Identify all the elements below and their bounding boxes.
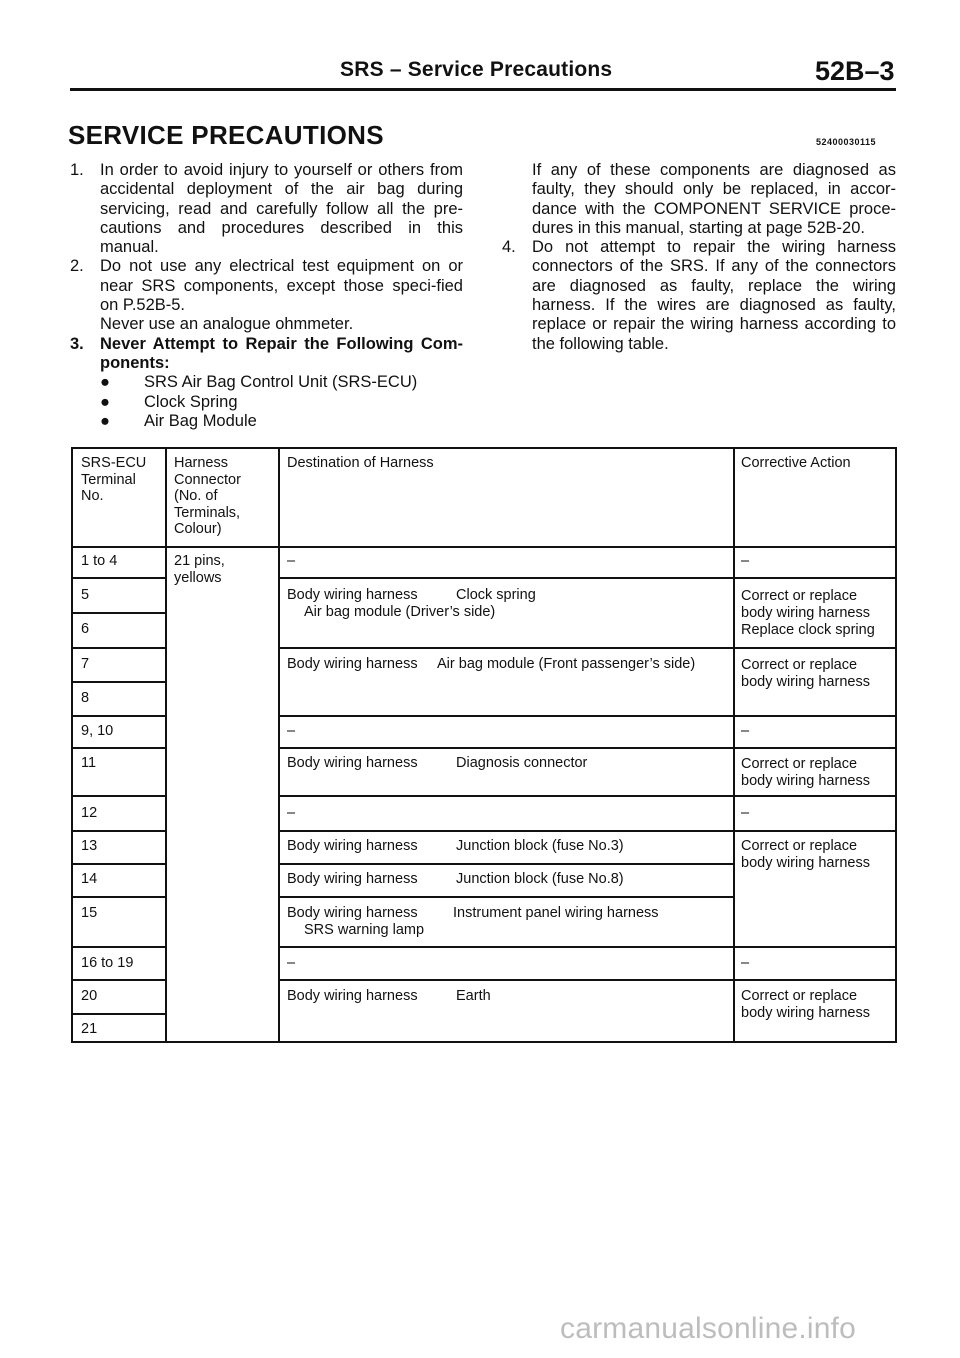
item-number: 2. [70, 257, 84, 276]
table-cell-destination: – [287, 955, 296, 971]
paragraph [502, 161, 896, 238]
item-text: Do not use any electrical test equipment on or near SRS components, except those speci-fied on P.52B-5. [100, 257, 463, 315]
table-cell-destination-target: Junction block (fuse No.3) [456, 838, 624, 854]
table-cell-action: Correct or replace body wiring harness [741, 756, 870, 789]
table-cell-terminal: 14 [81, 871, 98, 887]
column-divider [733, 449, 735, 1041]
table-cell-destination: Body wiring harness [287, 905, 418, 921]
table-cell-terminal: 12 [81, 805, 98, 821]
item-text: Do not attempt to repair the wiring harness connectors of the SRS. If any of the connectors are diagnosed as faulty, replace the wiring harness. If the wires are diagnosed as faulty, replace or repair the wiring harness according to the following table. [532, 238, 896, 353]
table-cell-destination-target: Earth [456, 988, 491, 1004]
table-cell-terminal: 15 [81, 905, 98, 921]
table-cell-action: Correct or replace body wiring harness [741, 588, 870, 621]
table-cell-destination-target: Diagnosis connector [456, 755, 588, 771]
header-divider [73, 546, 895, 548]
table-cell-action: Correct or replace body wiring harness [741, 988, 870, 1021]
list-item [502, 238, 896, 354]
section-code: 52400030115 [816, 137, 877, 147]
table-cell-action: Correct or replace body wiring harness [741, 657, 870, 690]
table-cell-terminal: 6 [81, 621, 90, 637]
list-item [70, 335, 463, 374]
table-cell-destination: – [287, 723, 296, 739]
table-cell-terminal: 16 to 19 [81, 955, 134, 971]
row-divider [73, 830, 165, 832]
row-divider [73, 795, 165, 797]
row-divider [278, 863, 733, 865]
table-cell-destination-target: Clock spring [456, 587, 536, 603]
row-divider [73, 681, 165, 683]
table-cell-terminal: 11 [81, 755, 97, 771]
row-divider [73, 715, 165, 717]
row-divider [278, 747, 895, 749]
row-divider [278, 647, 895, 649]
column-divider [165, 449, 167, 1041]
row-divider [278, 946, 895, 948]
row-divider [278, 979, 895, 981]
column-divider [278, 449, 280, 1041]
table-cell-terminal: 1 to 4 [81, 553, 118, 569]
table-cell-action: – [741, 805, 750, 821]
table-cell-terminal: 21 [81, 1021, 98, 1037]
row-divider [73, 946, 165, 948]
table-cell-action: – [741, 955, 750, 971]
bullet-icon: ● [100, 392, 110, 411]
running-header-title: SRS – Service Precautions [340, 58, 613, 81]
table-cell-destination: Body wiring harness [287, 838, 418, 854]
bullet-item [100, 373, 463, 392]
header-rule [70, 88, 896, 91]
table-cell-destination-target: Air bag module (Front passenger’s side) [437, 656, 696, 672]
item-number: 3. [70, 334, 84, 353]
header-terminal: SRS-ECU Terminal No. [81, 455, 147, 504]
table-cell-destination: Body wiring harness [287, 755, 418, 771]
table-cell-destination: Body wiring harness [287, 656, 418, 672]
bullet-item [100, 393, 463, 412]
row-divider [73, 647, 165, 649]
table-cell-action: Correct or replace body wiring harness [741, 838, 870, 871]
list-item [70, 161, 463, 257]
row-divider [278, 715, 895, 717]
row-divider [73, 612, 165, 614]
bullet-icon: ● [100, 411, 110, 430]
connector-value: 21 pins, yellows [174, 553, 225, 586]
item-number: 4. [502, 238, 516, 257]
bullet-text: SRS Air Bag Control Unit (SRS-ECU) [144, 373, 418, 392]
header-action: Corrective Action [741, 455, 851, 471]
table-cell-terminal: 8 [81, 690, 90, 706]
bullet-text: Clock Spring [144, 392, 238, 411]
table-cell-destination-target: Junction block (fuse No.8) [456, 871, 624, 887]
list-item [70, 257, 463, 334]
item-text: In order to avoid injury to yourself or others from accidental deployment of the air bag during servicing, read and carefully follow all the pre-cautions and procedures described in this manual. [100, 161, 463, 257]
table-cell-destination: Body wiring harness [287, 988, 418, 1004]
table-cell-destination-target: SRS warning lamp [304, 922, 425, 938]
table-cell-terminal: 9, 10 [81, 723, 114, 739]
table-cell-destination: Body wiring harness [287, 871, 418, 887]
row-divider [278, 795, 895, 797]
harness-table [71, 447, 897, 1043]
row-divider [278, 896, 733, 898]
row-divider [73, 747, 165, 749]
bullet-icon: ● [100, 373, 110, 392]
table-cell-action: – [741, 553, 750, 569]
item-note: Never use an analogue ohmmeter. [100, 315, 354, 334]
table-cell-destination-target: Instrument panel wiring harness [453, 905, 659, 921]
header-connector: Harness Connector (No. of Terminals, Colour) [174, 455, 241, 537]
paragraph-text: If any of these components are diagnosed as faulty, they should only be replaced, in accor-dance with the COMPONENT SERVICE proce-dures in this manual, starting at page 52B-20. [532, 161, 896, 237]
item-text: Never Attempt to Repair the Following Com-ponents: [100, 334, 463, 372]
table-cell-terminal: 5 [81, 587, 90, 603]
table-cell-destination-target: Air bag module (Driver’s side) [304, 604, 496, 620]
left-column [70, 161, 463, 431]
row-divider [73, 979, 165, 981]
right-column [502, 161, 896, 354]
table-cell-action: – [741, 723, 750, 739]
item-number: 1. [70, 161, 84, 179]
row-divider [73, 577, 165, 579]
table-cell-action: Replace clock spring [741, 622, 875, 638]
table-cell-destination: Body wiring harness [287, 587, 418, 603]
table-cell-terminal: 7 [81, 656, 90, 672]
watermark: carmanualsonline.info [560, 1312, 857, 1345]
page-number: 52B–3 [815, 56, 895, 86]
bullet-text: Air Bag Module [144, 411, 257, 430]
row-divider [278, 830, 895, 832]
table-cell-destination: – [287, 805, 296, 821]
bullet-item [100, 412, 463, 431]
row-divider [73, 1013, 165, 1015]
header-destination: Destination of Harness [287, 455, 434, 471]
row-divider [73, 863, 165, 865]
table-cell-terminal: 13 [81, 838, 98, 854]
section-title: SERVICE PRECAUTIONS [68, 120, 384, 150]
row-divider [278, 577, 895, 579]
table-cell-terminal: 20 [81, 988, 98, 1004]
row-divider [73, 896, 165, 898]
table-cell-destination: – [287, 553, 296, 569]
